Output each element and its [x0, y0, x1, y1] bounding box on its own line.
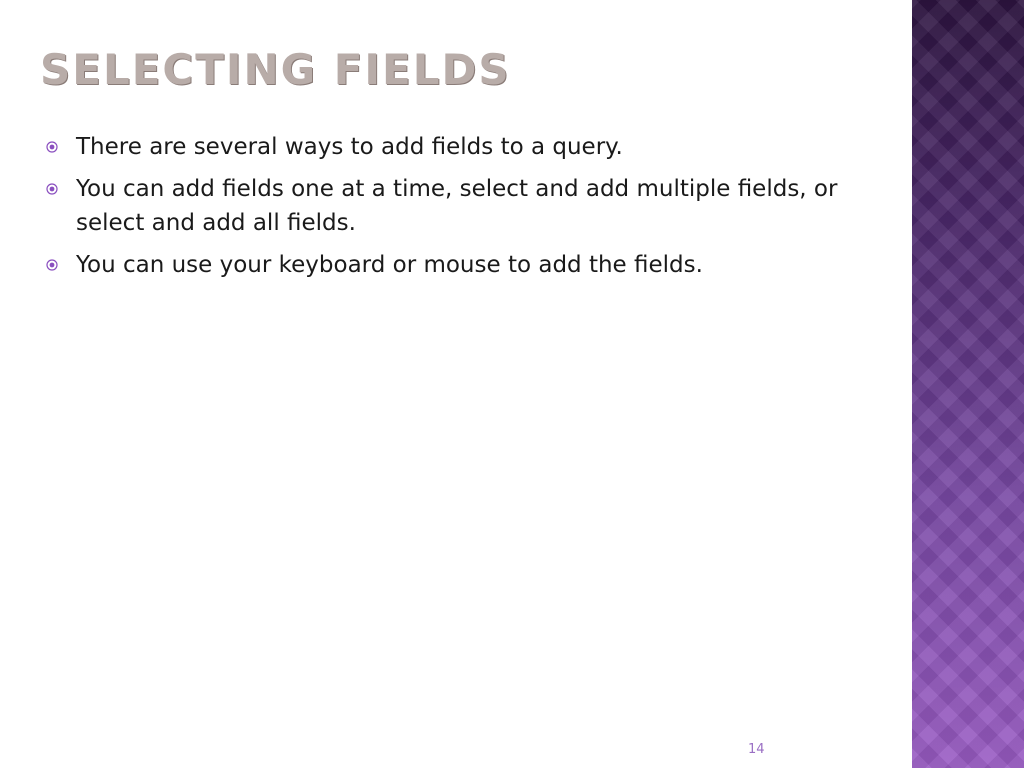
circled-dot-bullet-icon — [46, 259, 58, 271]
bullet-text: You can add fields one at a time, select and add multiple fields, or select and add all fields. — [76, 176, 838, 236]
circled-dot-bullet-icon — [46, 141, 58, 153]
slide-title: SELECTING FIELDS — [40, 45, 511, 94]
bullet-item — [46, 172, 906, 240]
bullet-text: There are several ways to add fields to a query. — [76, 134, 623, 160]
decorative-side-band — [912, 0, 1024, 768]
bullet-list — [46, 130, 906, 290]
bullet-item — [46, 130, 906, 164]
bullet-item — [46, 248, 906, 282]
bullet-text: You can use your keyboard or mouse to add the fields. — [76, 252, 703, 278]
circled-dot-bullet-icon — [46, 183, 58, 195]
page-number: 14 — [748, 742, 765, 757]
